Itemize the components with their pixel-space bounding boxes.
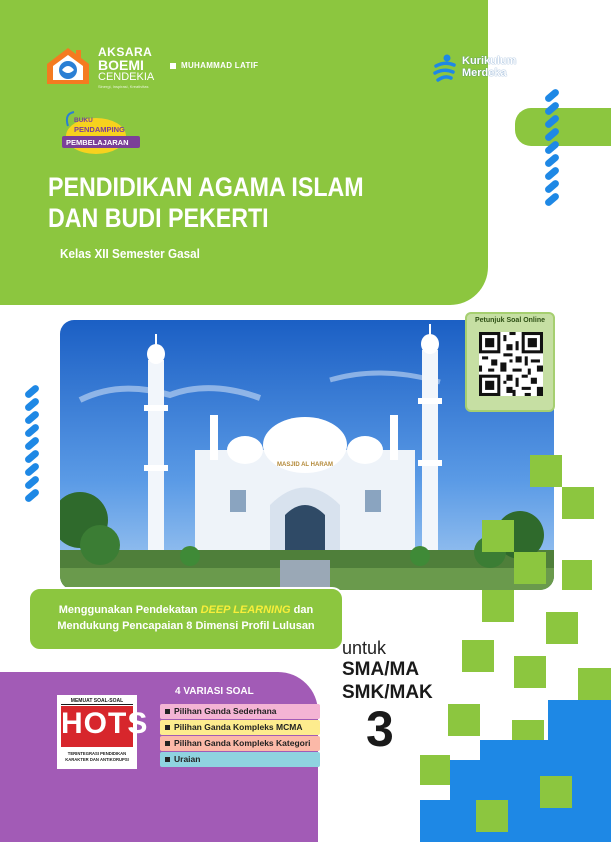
- publisher-tagline: Sinergi, Inspirasi, Kreativitas: [98, 84, 149, 89]
- level-untuk: untuk: [342, 638, 387, 658]
- decorative-dashes-left: [24, 388, 40, 499]
- variasi-item: Uraian: [160, 752, 320, 767]
- approach-line2: Mendukung Pencapaian 8 Dimensi Profil Lulusan: [57, 620, 315, 632]
- publisher-line3: CENDEKIA: [98, 71, 155, 83]
- publisher-line1: AKSARA: [98, 45, 153, 59]
- badge-line2: PENDAMPING: [74, 125, 125, 134]
- variasi-item: Pilihan Ganda Kompleks Kategori: [160, 736, 320, 751]
- publisher-logo-icon: [43, 44, 93, 86]
- level-line1: SMA/MA: [342, 659, 420, 680]
- title-line1: PENDIDIKAN AGAMA ISLAM: [48, 172, 364, 202]
- approach-banner: [28, 587, 344, 651]
- kurikulum-merdeka-icon: [432, 54, 458, 82]
- hots-main: HOTS: [61, 707, 149, 740]
- hots-top: MEMUAT SOAL-SOAL: [61, 698, 133, 705]
- qr-panel[interactable]: [465, 312, 555, 412]
- publisher-name: [98, 46, 154, 89]
- approach-prefix: Menggunakan Pendekatan: [58, 604, 201, 616]
- approach-suffix: dan: [290, 604, 314, 616]
- level-names: [342, 658, 433, 704]
- mosque-sign: MASJID AL HARAM: [276, 462, 334, 468]
- hots-bottom2: KARAKTER DAN ANTIKORUPSI: [65, 757, 129, 762]
- qr-label: Petunjuk Soal Online: [474, 317, 545, 324]
- badge-line1: BUKU: [74, 117, 93, 124]
- level-line2: SMK/MAK: [342, 682, 433, 703]
- bullet-icon: [170, 63, 176, 69]
- title-line2: DAN BUDI PEKERTI: [48, 203, 269, 233]
- author: [170, 61, 258, 70]
- curriculum-line2: Merdeka: [462, 67, 507, 79]
- approach-highlight: DEEP LEARNING: [200, 604, 291, 616]
- grade-number: 3: [366, 701, 394, 757]
- variasi-item: Pilihan Ganda Kompleks MCMA: [160, 720, 320, 735]
- author-name: MUHAMMAD LATIF: [181, 61, 259, 70]
- variasi-item: Pilihan Ganda Sederhana: [160, 704, 320, 719]
- book-subtitle: Kelas XII Semester Gasal: [60, 246, 200, 261]
- qr-code-icon[interactable]: [479, 332, 543, 396]
- curriculum-logo: [432, 54, 516, 82]
- variasi-title: 4 VARIASI SOAL: [175, 686, 254, 697]
- publisher-line2: BOEMI: [98, 57, 144, 73]
- book-title: [48, 172, 364, 234]
- curriculum-line1: Kurikulum: [462, 55, 517, 68]
- decorative-dashes-right: [544, 92, 560, 203]
- badge-icon: [60, 106, 142, 156]
- hots-badge: [57, 695, 149, 769]
- badge-line3: PEMBELAJARAN: [66, 138, 129, 147]
- variasi-list: [160, 704, 320, 768]
- hots-bottom1: TERINTEGRASI PENDIDIKAN: [67, 751, 127, 756]
- decorative-tab: [515, 108, 611, 146]
